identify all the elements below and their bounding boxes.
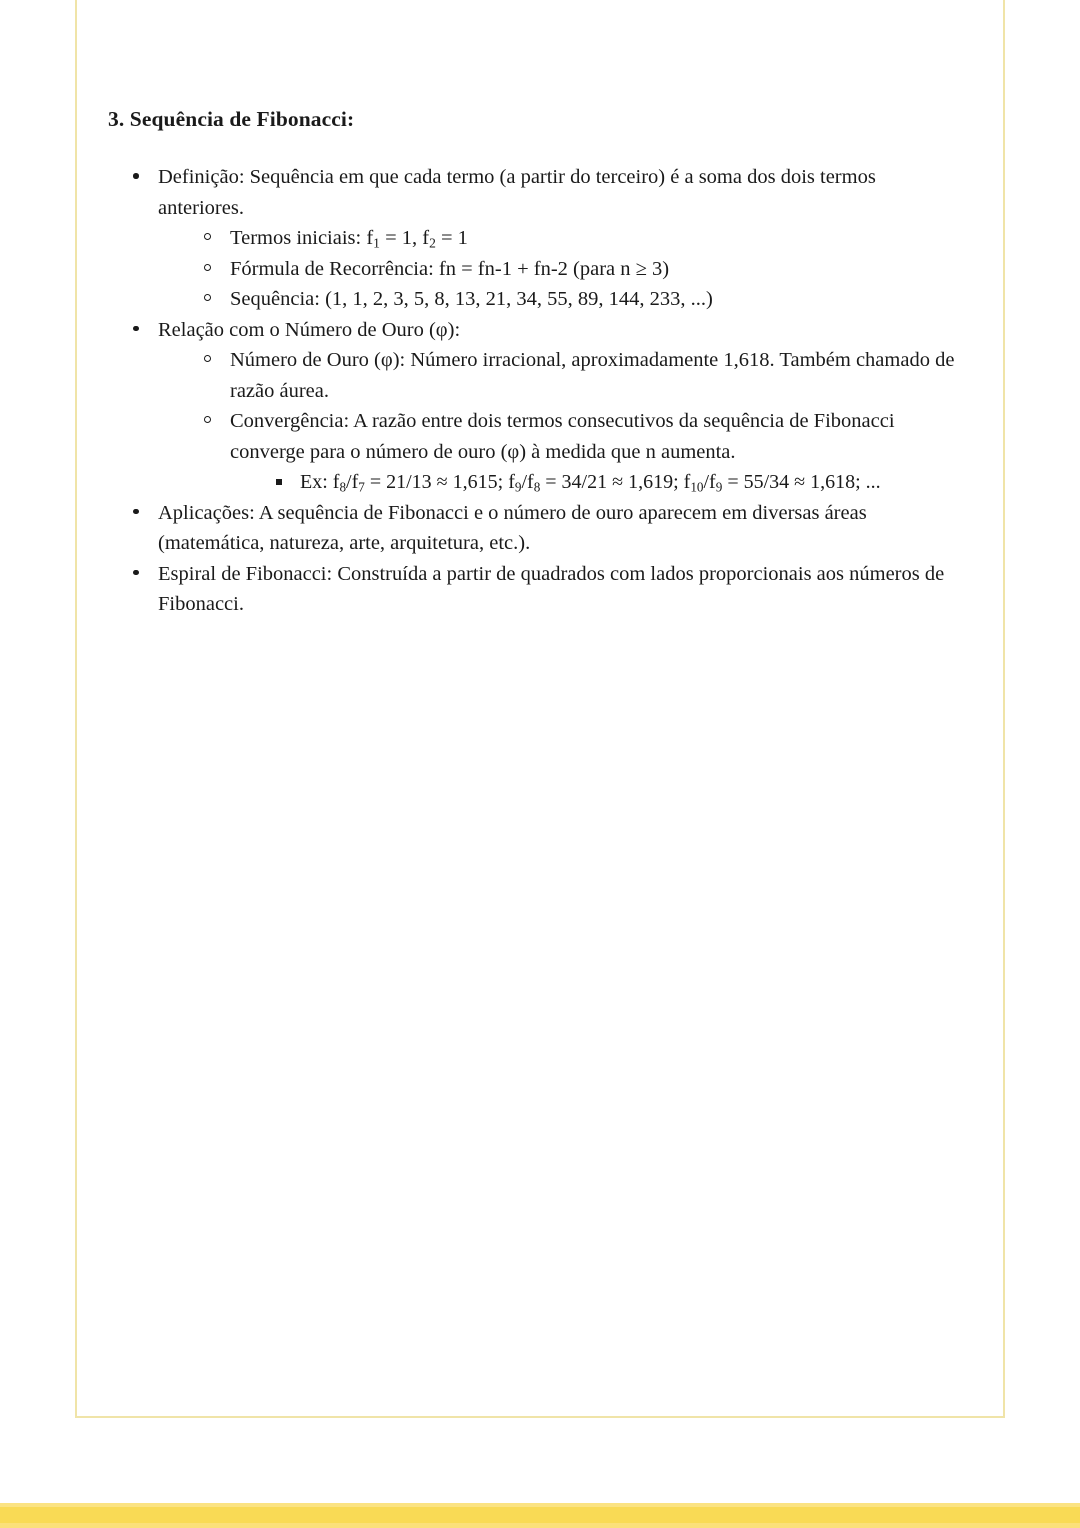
list-item-exemplo-razoes (267, 467, 958, 498)
espiral-fibonacci-text: Espiral de Fibonacci: Construída a partir de quadrados com lados proporcionais aos números de Fibonacci. (158, 562, 945, 616)
exemplo-part-4: = 34/21 ≈ 1,619; f (540, 471, 691, 494)
bullet-disc-icon (133, 509, 139, 515)
list-item-numero-de-ouro (197, 345, 958, 406)
bullet-circle-icon (204, 355, 211, 362)
exemplo-sub-0: 8 (339, 479, 347, 495)
sequencia-text: Sequência: (1, 1, 2, 3, 5, 8, 13, 21, 34, 55, 89, 144, 233, ...) (230, 288, 713, 311)
outline-level-2-relacao (197, 345, 958, 498)
exemplo-part-3: /f (521, 471, 534, 494)
exemplo-sub-5: 9 (715, 479, 723, 495)
bullet-circle-icon (204, 233, 211, 240)
list-item-convergencia (197, 406, 958, 498)
bullet-disc-icon (133, 173, 139, 179)
list-item-formula-recorrencia (197, 254, 958, 285)
numero-de-ouro-text: Número de Ouro (φ): Número irracional, aproximadamente 1,618. Também chamado de razão áurea. (230, 349, 955, 402)
bullet-circle-icon (204, 294, 211, 301)
list-item-sequencia (197, 284, 958, 315)
relacao-numero-ouro-text: Relação com o Número de Ouro (φ): (158, 318, 461, 341)
termos-iniciais-suffix: = 1 (435, 227, 468, 250)
formula-recorrencia-text: Fórmula de Recorrência: fn = fn-1 + fn-2 (para n ≥ 3) (230, 257, 670, 280)
outline-level-2-definicao (197, 223, 958, 315)
bullet-disc-icon (133, 570, 139, 576)
exemplo-sub-1: 7 (358, 479, 365, 495)
bullet-circle-icon (204, 416, 211, 423)
termos-iniciais-mid: = 1, f (379, 227, 430, 250)
termos-iniciais-sub-1: 1 (373, 235, 380, 251)
footer-bar-shadow (0, 1523, 1080, 1528)
list-item-definicao (125, 162, 958, 315)
page-title: 3. Sequência de Fibonacci: (108, 107, 355, 131)
outline-level-3-exemplo (267, 467, 958, 498)
exemplo-part-5: /f (703, 471, 716, 494)
list-item-espiral-fibonacci (125, 559, 958, 620)
document-content (108, 105, 958, 620)
footer-accent-bar (0, 1503, 1080, 1528)
list-item-relacao-numero-ouro (125, 315, 958, 498)
termos-iniciais-sub-2: 2 (429, 235, 436, 251)
convergencia-text: Convergência: A razão entre dois termos consecutivos da sequência de Fibonacci converge para o número de ouro (φ) à medida que n aumenta. (230, 410, 895, 463)
footer-bar-highlight (0, 1503, 1080, 1507)
definicao-text: Definição: Sequência em que cada termo (a partir do terceiro) é a soma dos dois termos anteriores. (158, 166, 876, 219)
outline-level-1 (108, 162, 958, 620)
exemplo-sub-3: 8 (533, 479, 541, 495)
list-item-aplicacoes (125, 498, 958, 559)
exemplo-sub-4: 10 (690, 479, 704, 495)
exemplo-part-0: Ex: f (300, 471, 340, 494)
bullet-circle-icon (204, 264, 211, 271)
list-item-termos-iniciais (197, 223, 958, 254)
termos-iniciais-prefix: Termos iniciais: f (230, 227, 374, 250)
exemplo-part-2: = 21/13 ≈ 1,615; f (364, 471, 515, 494)
aplicacoes-text: Aplicações: A sequência de Fibonacci e o número de ouro aparecem em diversas áreas (matemática, natureza, arte, arquitetura, etc.). (158, 501, 867, 555)
exemplo-sub-2: 9 (514, 479, 522, 495)
bullet-disc-icon (133, 326, 139, 332)
exemplo-part-6: = 55/34 ≈ 1,618; ... (722, 471, 881, 494)
exemplo-part-1: /f (346, 471, 359, 494)
bullet-square-icon (276, 479, 282, 485)
